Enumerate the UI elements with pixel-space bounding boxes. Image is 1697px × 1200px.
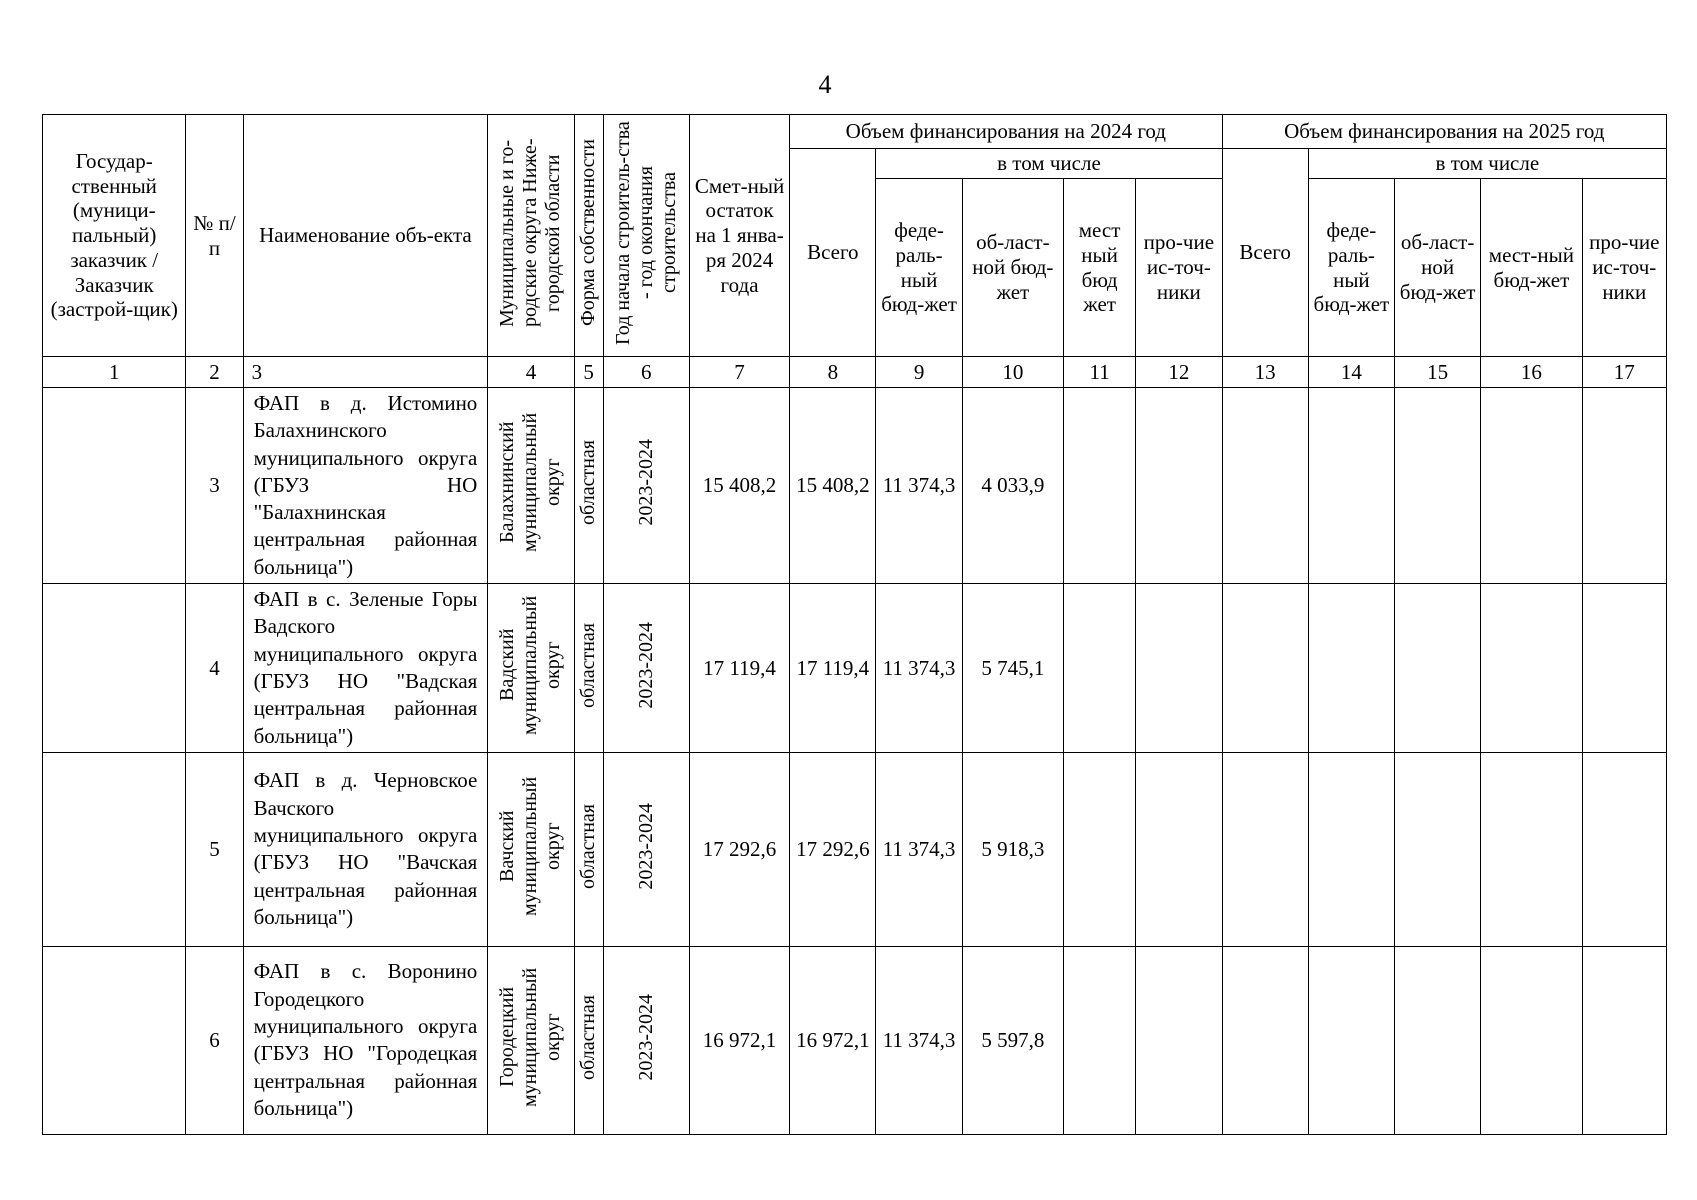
- regional-2024-cell: 5 597,8: [962, 946, 1063, 1134]
- customer-cell: [43, 946, 186, 1134]
- header-customer: Государ-ственный (муници-пальный) заказчик / Заказчик (застрой-щик): [43, 115, 186, 357]
- column-number: 7: [689, 357, 789, 388]
- header-estimate: Смет-ный остаток на 1 янва-ря 2024 года: [689, 115, 789, 357]
- local-2024-cell: [1063, 584, 1135, 753]
- local-2025-cell: [1481, 584, 1582, 753]
- federal-2025-cell: [1308, 584, 1394, 753]
- page-number: 4: [818, 70, 832, 99]
- column-number: 16: [1481, 357, 1582, 388]
- ownership-cell: областная: [574, 946, 603, 1134]
- header-fin-2024: Объем финансирования на 2024 год: [790, 115, 1222, 149]
- column-number: 3: [243, 357, 488, 388]
- header-other-2025: про-чие ис-точ-ники: [1582, 179, 1666, 357]
- other-2024-cell: [1136, 388, 1222, 584]
- row-number: 3: [186, 388, 243, 584]
- regional-2024-cell: 4 033,9: [962, 388, 1063, 584]
- header-total-2024: Всего: [790, 149, 876, 357]
- federal-2024-cell: 11 374,3: [876, 584, 962, 753]
- customer-cell: [43, 752, 186, 946]
- estimate-cell: 17 292,6: [689, 752, 789, 946]
- header-local-2024: мест ный бюд жет: [1063, 179, 1135, 357]
- object-name: ФАП в с. Зеленые Горы Вадского муниципального округа (ГБУЗ НО "Вадская центральная районная больница"): [243, 584, 488, 753]
- other-2025-cell: [1582, 584, 1666, 753]
- header-ownership: Форма собственности: [574, 115, 603, 357]
- federal-2025-cell: [1308, 388, 1394, 584]
- header-federal-2024: феде-раль-ный бюд-жет: [876, 179, 962, 357]
- regional-2025-cell: [1395, 752, 1481, 946]
- federal-2024-cell: 11 374,3: [876, 752, 962, 946]
- local-2024-cell: [1063, 752, 1135, 946]
- other-2024-cell: [1136, 752, 1222, 946]
- other-2024-cell: [1136, 584, 1222, 753]
- column-number: 10: [962, 357, 1063, 388]
- municipality-cell: Вадский муниципальный округ: [488, 584, 574, 753]
- header-fin-2025: Объем финансирования на 2025 год: [1222, 115, 1667, 149]
- total-2024-cell: 17 292,6: [790, 752, 876, 946]
- estimate-cell: 17 119,4: [689, 584, 789, 753]
- years-cell: 2023-2024: [603, 752, 689, 946]
- other-2025-cell: [1582, 388, 1666, 584]
- other-2025-cell: [1582, 946, 1666, 1134]
- header-federal-2025: феде-раль-ный бюд-жет: [1308, 179, 1394, 357]
- total-2024-cell: 16 972,1: [790, 946, 876, 1134]
- row-number: 4: [186, 584, 243, 753]
- total-2025-cell: [1222, 752, 1308, 946]
- table-row: [43, 584, 1667, 753]
- header-regional-2024: об-ласт-ной бюд-жет: [962, 179, 1063, 357]
- federal-2025-cell: [1308, 946, 1394, 1134]
- header-local-2025: мест-ный бюд-жет: [1481, 179, 1582, 357]
- table-row: [43, 388, 1667, 584]
- customer-cell: [43, 388, 186, 584]
- ownership-cell: областная: [574, 584, 603, 753]
- table-row: [43, 946, 1667, 1134]
- row-number: 6: [186, 946, 243, 1134]
- table-row: [43, 752, 1667, 946]
- regional-2024-cell: 5 745,1: [962, 584, 1063, 753]
- column-number: 9: [876, 357, 962, 388]
- column-number: 8: [790, 357, 876, 388]
- column-number: 15: [1395, 357, 1481, 388]
- column-number: 12: [1136, 357, 1222, 388]
- local-2024-cell: [1063, 946, 1135, 1134]
- regional-2025-cell: [1395, 946, 1481, 1134]
- financing-table: [42, 114, 1667, 1135]
- federal-2025-cell: [1308, 752, 1394, 946]
- header-other-2024: про-чие ис-точ-ники: [1136, 179, 1222, 357]
- header-num: № п/п: [186, 115, 243, 357]
- header-municipality: Муниципальные и го-родские округа Ниже-городской области: [488, 115, 574, 357]
- other-2024-cell: [1136, 946, 1222, 1134]
- other-2025-cell: [1582, 752, 1666, 946]
- column-numbers-row: [43, 357, 1667, 388]
- header-including-2025: в том числе: [1308, 149, 1666, 179]
- header-years: Год начала строитель-ства - год окончания строительства: [603, 115, 689, 357]
- column-number: 6: [603, 357, 689, 388]
- ownership-cell: областная: [574, 388, 603, 584]
- column-number: 5: [574, 357, 603, 388]
- regional-2024-cell: 5 918,3: [962, 752, 1063, 946]
- column-number: 13: [1222, 357, 1308, 388]
- header-including-2024: в том числе: [876, 149, 1222, 179]
- ownership-cell: областная: [574, 752, 603, 946]
- customer-cell: [43, 584, 186, 753]
- column-number: 14: [1308, 357, 1394, 388]
- federal-2024-cell: 11 374,3: [876, 388, 962, 584]
- years-cell: 2023-2024: [603, 388, 689, 584]
- total-2025-cell: [1222, 388, 1308, 584]
- local-2025-cell: [1481, 388, 1582, 584]
- regional-2025-cell: [1395, 388, 1481, 584]
- row-number: 5: [186, 752, 243, 946]
- column-number: 2: [186, 357, 243, 388]
- column-number: 17: [1582, 357, 1666, 388]
- estimate-cell: 16 972,1: [689, 946, 789, 1134]
- years-cell: 2023-2024: [603, 584, 689, 753]
- total-2025-cell: [1222, 946, 1308, 1134]
- federal-2024-cell: 11 374,3: [876, 946, 962, 1134]
- local-2025-cell: [1481, 752, 1582, 946]
- regional-2025-cell: [1395, 584, 1481, 753]
- object-name: ФАП в д. Черновское Вачского муниципального округа (ГБУЗ НО "Вачская центральная районная больница"): [243, 752, 488, 946]
- municipality-cell: Вачский муниципальный округ: [488, 752, 574, 946]
- years-cell: 2023-2024: [603, 946, 689, 1134]
- object-name: ФАП в д. Истомино Балахнинского муниципального округа (ГБУЗ НО "Балахнинская центральная районная больница"): [243, 388, 488, 584]
- local-2024-cell: [1063, 388, 1135, 584]
- estimate-cell: 15 408,2: [689, 388, 789, 584]
- header-object-name: Наименование объ-екта: [243, 115, 488, 357]
- total-2024-cell: 15 408,2: [790, 388, 876, 584]
- total-2025-cell: [1222, 584, 1308, 753]
- municipality-cell: Балахнинский муниципальный округ: [488, 388, 574, 584]
- municipality-cell: Городецкий муниципальный округ: [488, 946, 574, 1134]
- local-2025-cell: [1481, 946, 1582, 1134]
- object-name: ФАП в с. Воронино Городецкого муниципального округа (ГБУЗ НО "Городецкая центральная районная больница"): [243, 946, 488, 1134]
- column-number: 1: [43, 357, 186, 388]
- column-number: 11: [1063, 357, 1135, 388]
- header-total-2025: Всего: [1222, 149, 1308, 357]
- total-2024-cell: 17 119,4: [790, 584, 876, 753]
- column-number: 4: [488, 357, 574, 388]
- header-regional-2025: об-ласт-ной бюд-жет: [1395, 179, 1481, 357]
